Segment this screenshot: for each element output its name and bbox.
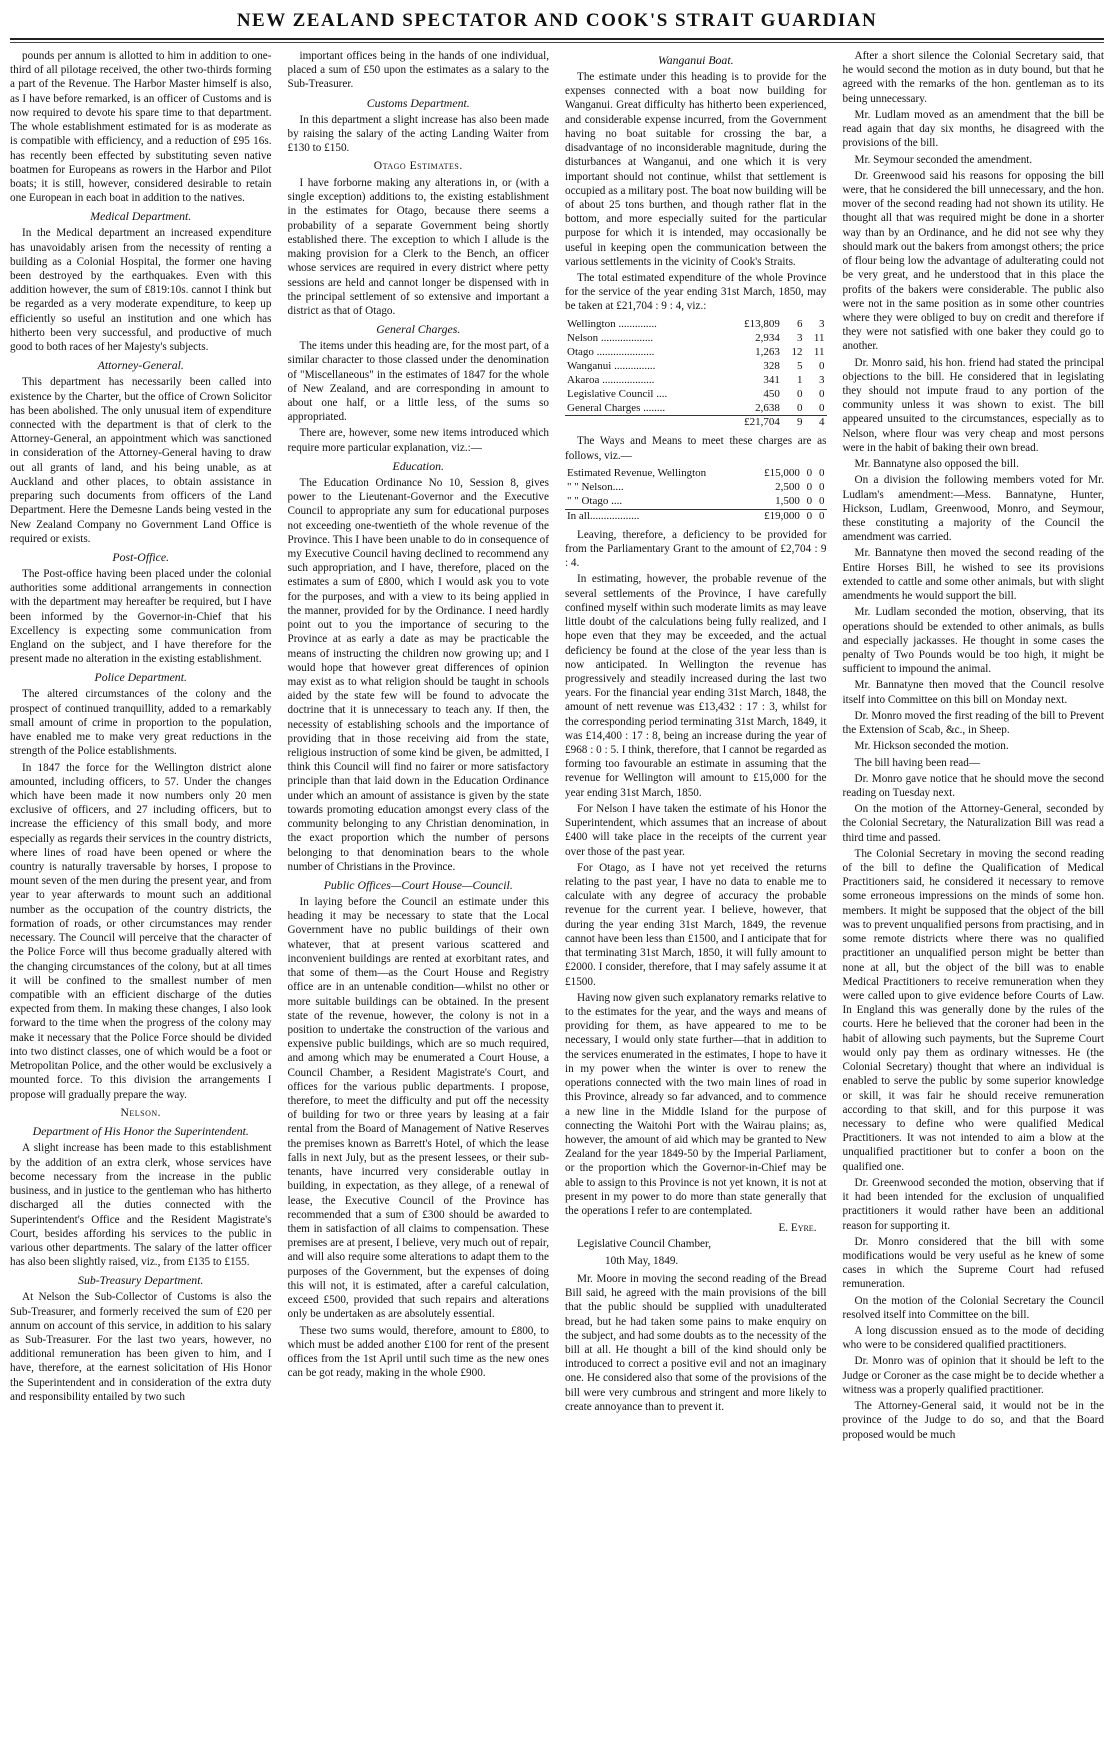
paragraph: The estimate under this heading is to provide for the expenses connected with a boat now building for Wanganui. Great difficulty has hitherto been experienced, and considerable expense incurred, from the Government having no boat suitable for crossing the bar, a disadvantage of no inconsiderable magnitude, during the disturbances at Wanganui, and one which it is very important should not continue, whilst that settlement is occupied as a military post. The boat now building will be of about 25 tons burthen, and though rather flat in the bottom, and more especially suited for the particular purpose for which it is intended, may occasionally be useful in keeping open the communication between the various settlements in the vicinity of Cook's Straits. xyxy=(565,70,827,268)
revenue-table xyxy=(565,467,827,524)
paragraph: Mr. Moore in moving the second reading of the Bread Bill said, he agreed with the main provisions of the bill that the public should be supplied with unadulterated bread, but he had taken some pains to make enquiry on the subject, and had some doubts as to the necessity of the bill at all. He thought a bill of the kind should only be introduced to correct a positive evil and not an imaginary one. He considered also that some of the provisions of the bill were very cumbrous and stringent and more likely to create annoyance than to prevent it. xyxy=(565,1272,827,1413)
table-cell: 3 xyxy=(819,373,825,386)
paragraph: The total estimated expenditure of the whole Province for the service of the year ending 31st March, 1850, may be taken at £21,704 : 9 : 4, viz.: xyxy=(565,272,827,313)
masthead-rule-thin xyxy=(10,42,1104,43)
table-cell: 0 xyxy=(796,387,803,400)
paragraph: This department has necessarily been called into existence by the Charter, but the office of Crown Solicitor has been abolished. The only unusual item of expenditure connected with the department is that of clerk to the Attorney-General, an appointment which was sanctioned in consideration of the Attorney-General having to draw out all grants of land, and his being unable, as at Auckland and other places, to obtain assistance in preparing such documents from officers of the Land Department. Here the Demesne Lands being vested in the New Zealand Company no Government Land Office is required or exists. xyxy=(10,376,272,545)
columns xyxy=(10,49,1104,1709)
table-cell: Wanganui ............... xyxy=(567,359,656,372)
table-cell: 9 xyxy=(782,416,805,430)
paragraph: On a division the following members voted for Mr. Ludlam's amendment:—Mess. Bannatyne, Hunter, Hickson, Ludlam, Greenwood, Monro, and Seymour, these constituting a majority of the Council the amendment was carried. xyxy=(842,474,1104,544)
table-cell: 0 xyxy=(819,494,825,507)
masthead: NEW ZEALAND SPECTATOR AND COOK'S STRAIT GUARDIAN xyxy=(236,10,878,31)
paragraph: Dr. Greenwood seconded the motion, observing that if it had been intended for the exclusion of unqualified practitioners it would rather have been an additional reason for supporting it. xyxy=(842,1176,1104,1232)
paragraph: Mr. Seymour seconded the amendment. xyxy=(854,153,1033,166)
section-heading: Wanganui Boat. xyxy=(657,53,734,67)
expenditure-table xyxy=(565,318,827,431)
section-title: Nelson. xyxy=(120,1105,162,1119)
table-cell: 6 xyxy=(796,317,803,330)
table-cell: Otago ..................... xyxy=(567,345,655,358)
table-cell: 3 xyxy=(796,331,803,344)
table-cell: 0 xyxy=(819,480,825,493)
signature: E. Eyre. xyxy=(778,1222,817,1235)
column-3-head xyxy=(565,53,827,314)
table-cell: In all.................. xyxy=(565,509,750,523)
table-cell xyxy=(565,416,722,430)
paragraph: Mr. Bannatyne then moved the second reading of the Entire Horses Bill, he wished to see its provisions extended to cattle and some other animals, but with slight amendments he would support the bill. xyxy=(842,547,1104,603)
paragraph: In the Medical department an increased expenditure has unavoidably arisen from the necessity of renting a building as a Colonial Hospital, the former one having been destroyed by the earthquakes. Even with this addition however, the sum of £819:10s. cannot I think but be regarded as a very moderate expenditure, to keep up efficiently so useful an institution and one which has hitherto been very successful, and productive of much good to both races of her Majesty's subjects. xyxy=(10,227,272,354)
column-2 xyxy=(288,49,550,1382)
table-cell: 0 xyxy=(806,480,813,493)
table-cell: Akaroa ................... xyxy=(567,373,655,386)
paragraph: In 1847 the force for the Wellington district alone amounted, including officers, to 57. Under the changes which have been made it now numbers only 20 men exclusive of officers, and 27 including officers, but to increase the efficiency of this small body, and more especially as regards their services in the country districts, where lines of road have been opened or where the country is naturally traversable by horses, I propose to mount seven of the men during the present year, and from year to year afterwards to mount such an additional number as the occupation of the country districts, the formation of roads, or other circumstances may render necessary. The Council will perceive that the character of the Police Force will thus become gradually altered with the changing circumstances of the colony, but at all times it will be confined to the smallest number of men compatible with an efficient discharge of the duties expected from them. In making these changes, I also look forward to the time when the progress of the colony may make it necessary that the Police Force should be divided into two distinct classes, one of which would be a foot or Metropolitan Police, and the other would be exclusively a mounted force. To this division the arrangements I propose will gradually prepare the way. xyxy=(10,761,272,1101)
section-heading: Public Offices—Court House—Council. xyxy=(323,878,513,892)
paragraph: A long discussion ensued as to the mode of deciding who were to be considered qualified practitioners. xyxy=(842,1325,1104,1352)
paragraph: At Nelson the Sub-Collector of Customs is also the Sub-Treasurer, and formerly received the sum of £20 per annum on account of this service, in addition to his salary as Sub-Treasurer. For the last two years, however, no additional remuneration has been given to him, and I have, therefore, at the earnest solicitation of His Honor the Superintendent and in consideration of the extra duty and responsibility entailed by two such xyxy=(10,1291,272,1403)
paragraph: important offices being in the hands of one individual, placed a sum of £50 upon the estimates as a salary to the Sub-Treasurer. xyxy=(287,50,549,91)
table-cell: 0 xyxy=(819,359,825,372)
table-cell: 0 xyxy=(796,401,803,414)
table-cell: 11 xyxy=(813,345,825,358)
table-cell: 1 xyxy=(796,373,803,386)
section-heading: Police Department. xyxy=(94,670,187,685)
paragraph: In estimating, however, the probable revenue of the several settlements of the Province, I have carefully confined myself within such moderate limits as may leave little doubt of the calculations being fully realized, and I hope even that they may be exceeded, and the actual deficiency be found at the close of the year less than is now anticipated. In Wellington the revenue has progressively and steadily increased during the last two years. For the financial year ending 31st March, 1848, the amount of nett revenue was £13,432 : 17 : 3, whilst for the corresponding period terminating 31st March, 1849, it was £14,400 : 17 : 8, being an increase during the year of £968 : 0 : 5. I think, therefore, that I cannot be regarded as forming too favourable an estimate in assuming that the revenue for Wellington will amount to £15,000 for the year ending 31st March, 1850. xyxy=(565,573,827,799)
paragraph: The Post-office having been placed under the colonial authorities some additional arrangements in connection with the department may hereafter be required, but I have been informed by the Governor-in-Chief that his Excellency is expecting some communication from England on the subject, and I have therefore for the present made no alteration in the existing establishment. xyxy=(10,567,272,666)
paragraph: For Nelson I have taken the estimate of his Honor the Superintendent, which assumes that an increase of about £400 will take place in the receipts of the current year over those of the past year. xyxy=(565,802,827,858)
table-cell: 341 xyxy=(763,373,780,386)
table-cell: £15,000 xyxy=(764,466,800,479)
table-row xyxy=(565,374,827,388)
paragraph: The items under this heading are, for the most part, of a similar character to those classed under the denomination of "Miscellaneous" in the estimates of 1847 for the whole of New Zealand, and are corresponding in amount to about one half, or a little less, of the sums so appropriated. xyxy=(287,340,549,424)
paragraph: The Colonial Secretary in moving the second reading of the bill to define the Qualification of Medical Practitioners said, he considered it necessary to remove some erroneous impressions on the minds of some hon. members. It might be supposed that the object of the bill was to prevent unqualified persons from practising, and in some remote districts where there was no qualified practitioner an unqualified person might be better than none at all, but the object of the bill was to enable Medical Practitioners to receive remuneration when they were called upon to give evidence before Courts of Law. In England this was generally done by the rules of the courts. Here he believed that the coroner had been in the habit of allowing such payments, but the Supreme Court would only pay them as ordinary witnesses. He (the Colonial Secretary) thought that where an individual is enabled to serve the public by some superior knowledge or skill, it was fair he should receive remuneration according to that skill, and for this purpose it was necessary to define who were qualified Medical Practitioners. It was not intended to aim a blow at the unqualified practitioner but to confer a boon on the qualified one. xyxy=(842,847,1104,1173)
table-cell: 0 xyxy=(814,509,826,523)
paragraph: In laying before the Council an estimate under this heading it may be necessary to state that the Local Government have no public buildings of their own whatever, that at present various scattered and inconvenient buildings are rented at exorbitant rates, and that some of them—as the Court House and Registry office are in an untenable condition—whilst no other or more suitable buildings can be obtained. In the present state of the revenue, however, the colony is not in a position to undertake the construction of the various and expensive public buildings, which are so much required, and among which may be enumerated a Court House, a Council Chamber, a Resident Magistrate's Court, and offices for the various public departments. I propose, therefore, to meet the difficulty and put off the necessity of building for two or three years by leasing at a fair rental from the Board of Management of Native Reserves the premises known as Barrett's Hotel, of which the lease falls in next July, but as the present lessees, or their sub-tenants, have incurred very considerable outlay in building, in expectation, as they allege, of a renewal of lease, the Executive Council of the Province has recommended that a sum of £300 should be awarded to them in satisfaction of all claims to compensation. These premises are at present, I believe, very much out of repair, and will also require some alterations to adapt them to the purposes of the Government, but the expenses of doing this will not, it is estimated, after a careful calculation, exceed £500, provided that such repairs and alterations only be undertaken as are absolutely essential. xyxy=(287,895,549,1321)
table-cell: 0 xyxy=(806,466,813,479)
column-3-end xyxy=(565,1272,827,1414)
paragraph: The altered circumstances of the colony and the prospect of continued tranquillity, added to a remarkably small amount of crime in proportion to the population, have enabled me to make very great reductions in the strength of the Police establishments. xyxy=(10,688,272,758)
paragraph: There are, however, some new items introduced which require more particular explanation, viz.:— xyxy=(287,427,549,454)
paragraph: Mr. Bannatyne also opposed the bill. xyxy=(854,458,1019,471)
table-cell: " " Nelson.... xyxy=(567,480,624,493)
table-cell: £19,000 xyxy=(750,509,801,523)
table-cell: 0 xyxy=(802,509,814,523)
ways-and-means-intro: The Ways and Means to meet these charges are as follows, viz.— xyxy=(565,435,827,462)
section-heading: General Charges. xyxy=(376,322,461,337)
paragraph: Dr. Monro gave notice that he should move the second reading on Tuesday next. xyxy=(842,772,1104,799)
column-1 xyxy=(10,49,272,1406)
table-cell: 0 xyxy=(806,494,813,507)
column-3-tail xyxy=(565,528,827,1219)
section-title: Otago Estimates. xyxy=(373,159,463,173)
section-heading: Department of His Honor the Superintendent. xyxy=(32,1124,249,1139)
section-heading: Attorney-General. xyxy=(97,358,184,373)
table-cell: £21,704 xyxy=(722,416,782,430)
paragraph: I have forborne making any alterations in, or (with a single exception) additions to, the existing establishment in the estimates for Otago, because there seems a probability of a separate Government being shortly established there. The exception to which I allude is the making provision for a Clerk to the Bench, an officer whose services are required in every district where petty sessions are held and cannot longer be dispensed with in the principal settlement of so extensive and important a district as that of Otago. xyxy=(287,177,549,317)
paragraph: Leaving, therefore, a deficiency to be provided for from the Parliamentary Grant to the amount of £2,704 : 9 : 4. xyxy=(565,528,827,570)
paragraph: On the motion of the Attorney-General, seconded by the Colonial Secretary, the Naturalization Bill was read a third time and passed. xyxy=(842,803,1104,844)
column-3 xyxy=(565,49,827,1416)
paragraph: After a short silence the Colonial Secretary said, that he would second the motion as in duty bound, but that he agreed with the remarks of the hon. gentleman as to its being unnecessary. xyxy=(842,50,1104,105)
table-cell: 2,638 xyxy=(755,401,780,414)
paragraph: The Education Ordinance No 10, Session 8, gives power to the Lieutenant-Governor and the Executive Council to appropriate any sum for educational purposes not exceeding one-twentieth of the whole revenue of the Province. This I have been unable to do in consequence of my Executive Council having declined to recommend any such appropriation, and I have, therefore, placed on the estimates a sum of £800, which I would ask you to vote for the purposes, and with a view to its being applied in the manner, provided for by the Ordinance. I need hardly point out to you the importance of securing to the Province at as early a date as may be practicable the means of instructing the children now growing up; and I would hope that however great differences of opinion may exist as to what religion should be taught in schools aided by the state few will be found to advocate the doctrine that it is unnecessary to teach any. If then, the necessity of establishing schools and the importance of providing that in those receiving aid from the state, religious instruction of some kind be given, be admitted, I think this Council will find no fairer or more satisfactory principle than that laid down in the Education Ordinance under which an amount of assistance is given by the state towards promoting education amongst every class of the community belonging to any Christian denomination, in the exact proportion which the number of persons belonging to that denomination bears to the whole number of Christians in the Province. xyxy=(287,476,549,873)
table-total-row xyxy=(565,509,827,523)
place-line: Legislative Council Chamber, xyxy=(577,1238,712,1251)
table-cell: 5 xyxy=(796,359,803,372)
table-cell: 3 xyxy=(819,317,825,330)
table-cell: 0 xyxy=(819,387,825,400)
table-cell: " " Otago .... xyxy=(567,494,623,507)
paragraph: Mr. Ludlam moved as an amendment that the bill be read again that day six months, he disagreed with the provisions of the bill. xyxy=(842,108,1104,150)
table-cell: Estimated Revenue, Wellington xyxy=(567,466,707,479)
date-line: 10th May, 1849. xyxy=(605,1254,679,1267)
paragraph: A slight increase has been made to this establishment by the addition of an extra clerk, whose services have become necessary from the increase in the public business, and in justice to the gentleman who has hitherto discharged all the duties connected with the Superintendent's Office and the Resident Magistrate's Court, besides affording his services to the public in various other departments. The salary of the latter officer has also been slightly raised, viz., from £135 to £155. xyxy=(10,1142,272,1269)
table-row xyxy=(565,360,827,374)
section-heading: Education. xyxy=(392,458,444,473)
table-cell: Nelson ................... xyxy=(567,331,654,344)
table-row xyxy=(565,495,827,509)
masthead-rule xyxy=(10,38,1104,40)
table-cell: Wellington .............. xyxy=(567,317,657,330)
paragraph: These two sums would, therefore, amount to £800, to which must be added another £100 for rent of the present offices from the 1st April until such time as the new ones can be got ready, making in the whole £900. xyxy=(287,1324,549,1380)
paragraph: Mr. Hickson seconded the motion. xyxy=(854,740,1009,753)
paragraph: In this department a slight increase has also been made by raising the salary of the acting Landing Waiter from £130 to £150. xyxy=(287,113,549,155)
table-cell: 0 xyxy=(819,401,825,414)
table-cell: 4 xyxy=(804,416,826,430)
table-cell: Legislative Council .... xyxy=(567,387,668,400)
table-cell: 12 xyxy=(791,345,803,358)
table-row xyxy=(565,332,827,346)
table-cell: 1,263 xyxy=(755,345,780,358)
table-cell: 11 xyxy=(813,331,825,344)
table-cell: 450 xyxy=(763,387,780,400)
table-row xyxy=(565,318,827,332)
table-cell: General Charges ........ xyxy=(567,401,666,414)
paragraph: Dr. Monro said, his hon. friend had stated the principal objections to the bill. He considered that in legislating they should not impute fraud to any portion of the community unless it was shown to exist. The bill appeared unsuited to the circumstances, especially as to Nelson, where flour was very cheap and most persons were in the habit of baking their own bread. xyxy=(842,356,1104,454)
paragraph: Dr. Greenwood said his reasons for opposing the bill were, that he considered the bill unnecessary, and the hon. mover of the second reading had not shown its utility. He thought all that was required might be done in a shorter way than by an Ordinance, and he did not see why they should mark out the bakers from amongst others; the price of flour being low the advantage of adulterating could not be very great, and he understood that in this place the profits of the bakers were considerable. The public also were not in the same position as in some other countries where they were obliged to buy on credit and therefore if they were not satisfied with one baker they could go to another. xyxy=(842,169,1104,353)
table-cell: 328 xyxy=(763,359,780,372)
paragraph: Mr. Ludlam seconded the motion, observing, that its operations should be extended to other animals, as bulls and especially jackasses. He thought in some cases the penalty of Two Pounds would be too high, it might be sufficient to impound the animal. xyxy=(842,606,1104,676)
table-cell: 0 xyxy=(819,466,825,479)
paragraph: The bill having been read— xyxy=(854,756,981,769)
paragraph: For Otago, as I have not yet received the returns relating to the past year, I have no data to enable me to calculate with any degree of accuracy the probable revenue for the current year. I believe, however, that during the year ending 31st March, 1849, the revenue cannot have been less than £1500, and I anticipate that for that terminating 31st March, 1850, it will fully amount to £2000. I consider, therefore, that I may safely assume it at £1500. xyxy=(565,861,827,988)
section-heading: Sub-Treasury Department. xyxy=(78,1273,204,1288)
paragraph: Dr. Monro moved the first reading of the bill to Prevent the Extension of Scab, &c., in Sheep. xyxy=(842,709,1104,737)
paragraph: Dr. Monro considered that the bill with some modifications would be very useful as he knew of some cases in which the Supreme Court had refused remuneration. xyxy=(842,1235,1104,1291)
table-row xyxy=(565,346,827,360)
section-heading: Medical Department. xyxy=(90,209,192,224)
section-heading: Post-Office. xyxy=(112,549,170,564)
table-row xyxy=(565,388,827,402)
paragraph: Mr. Bannatyne then moved that the Council resolve itself into Committee on this bill on Monday next. xyxy=(842,679,1104,706)
paragraph: On the motion of the Colonial Secretary the Council resolved itself into Committee on the bill. xyxy=(842,1294,1104,1321)
table-cell: 2,934 xyxy=(755,331,780,344)
paragraph: pounds per annum is allotted to him in addition to one-third of all pilotage received, the other two-thirds forming a part of the Revenue. The Harbor Master himself is also, as I have before remarked, is an officer of Customs and is now required to devote his spare time to that department. The whole establishment estimated for is as moderate as is compatible with efficiency, and a reduction of £95 16s. has recently been effected by substituting seven native boatmen for Europeans as rowers in the Harbor and Pilot boats; it is still, however, considered desirable to retain one European in each boat in addition to the natives. xyxy=(10,50,272,205)
table-cell: 2,500 xyxy=(775,480,800,493)
section-heading: Customs Department. xyxy=(366,95,470,110)
table-cell: 1,500 xyxy=(775,494,800,507)
paragraph: Having now given such explanatory remarks relative to to the estimates for the year, and the ways and means of providing for them, as have appeared to me to be necessary, I would only state further—that in addition to the services enumerated in the estimates, I hope to have it in my power when the winter is over to renew the operations connected with the two main lines of road in this Province, already so far advanced, and to commence a new line in the Middle Island for the purpose of connecting the Waitohi Port with the Wairau plains; as, however, the amount of aid which may be granted to New Zealand for the year 1849-50 by the Imperial Parliament, or the proportion which the Governor-in-Chief may be able to assign to this Province is not yet known, it is not at present in my power to do more than state generally that the operations I refer to are contemplated. xyxy=(565,991,827,1218)
paragraph: The Attorney-General said, it would not be in the province of the Judge to do so, and that the Board proposed would be much xyxy=(842,1400,1104,1441)
table-cell: £13,809 xyxy=(744,317,780,330)
column-4 xyxy=(843,49,1105,1444)
paragraph: Dr. Monro was of opinion that it should be left to the Judge or Coroner as the case might be to decide whether a witness was a properly qualified practitioner. xyxy=(842,1355,1104,1396)
table-row xyxy=(565,467,827,481)
table-total-row xyxy=(565,416,827,430)
table-row xyxy=(565,481,827,495)
table-row xyxy=(565,402,827,416)
